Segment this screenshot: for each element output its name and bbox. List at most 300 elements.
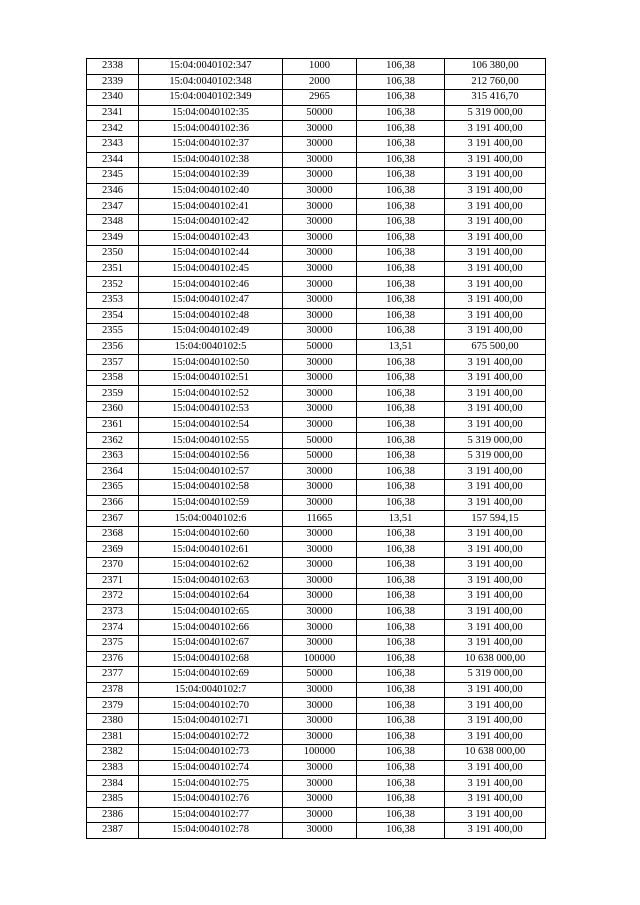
cadastral-number-cell: 15:04:0040102:53 — [139, 402, 283, 418]
row-number-cell: 2352 — [87, 277, 139, 293]
specific-value-cell: 106,38 — [357, 807, 445, 823]
specific-value-cell: 106,38 — [357, 604, 445, 620]
specific-value-cell: 106,38 — [357, 729, 445, 745]
specific-value-cell: 106,38 — [357, 261, 445, 277]
cadastral-number-cell: 15:04:0040102:67 — [139, 635, 283, 651]
area-cell: 30000 — [283, 776, 357, 792]
cadastral-value-cell: 212 760,00 — [445, 74, 546, 90]
area-cell: 30000 — [283, 620, 357, 636]
table-row — [87, 464, 546, 480]
area-cell: 30000 — [283, 417, 357, 433]
cadastral-number-cell: 15:04:0040102:54 — [139, 417, 283, 433]
cadastral-value-cell: 3 191 400,00 — [445, 417, 546, 433]
table-row — [87, 791, 546, 807]
row-number-cell: 2368 — [87, 526, 139, 542]
specific-value-cell: 106,38 — [357, 402, 445, 418]
table-row — [87, 807, 546, 823]
row-number-cell: 2342 — [87, 121, 139, 137]
area-cell: 2965 — [283, 90, 357, 106]
area-cell: 30000 — [283, 386, 357, 402]
table-row — [87, 495, 546, 511]
specific-value-cell: 106,38 — [357, 823, 445, 839]
cadastral-value-cell: 3 191 400,00 — [445, 402, 546, 418]
table-row — [87, 573, 546, 589]
table-row — [87, 433, 546, 449]
row-number-cell: 2347 — [87, 199, 139, 215]
specific-value-cell: 106,38 — [357, 90, 445, 106]
table-row — [87, 324, 546, 340]
cadastral-number-cell: 15:04:0040102:55 — [139, 433, 283, 449]
area-cell: 50000 — [283, 105, 357, 121]
area-cell: 50000 — [283, 339, 357, 355]
cadastral-value-cell: 3 191 400,00 — [445, 152, 546, 168]
row-number-cell: 2341 — [87, 105, 139, 121]
cadastral-value-cell: 3 191 400,00 — [445, 776, 546, 792]
specific-value-cell: 106,38 — [357, 433, 445, 449]
cadastral-number-cell: 15:04:0040102:348 — [139, 74, 283, 90]
cadastral-value-cell: 5 319 000,00 — [445, 433, 546, 449]
table-row — [87, 402, 546, 418]
row-number-cell: 2344 — [87, 152, 139, 168]
row-number-cell: 2351 — [87, 261, 139, 277]
specific-value-cell: 106,38 — [357, 791, 445, 807]
cadastral-number-cell: 15:04:0040102:73 — [139, 745, 283, 761]
table-row — [87, 417, 546, 433]
row-number-cell: 2371 — [87, 573, 139, 589]
area-cell: 30000 — [283, 183, 357, 199]
cadastral-value-cell: 3 191 400,00 — [445, 230, 546, 246]
row-number-cell: 2348 — [87, 214, 139, 230]
specific-value-cell: 13,51 — [357, 339, 445, 355]
cadastral-number-cell: 15:04:0040102:76 — [139, 791, 283, 807]
row-number-cell: 2383 — [87, 760, 139, 776]
specific-value-cell: 106,38 — [357, 620, 445, 636]
cadastral-value-table — [86, 58, 546, 839]
area-cell: 30000 — [283, 573, 357, 589]
cadastral-value-cell: 3 191 400,00 — [445, 324, 546, 340]
specific-value-cell: 13,51 — [357, 511, 445, 527]
table-row — [87, 59, 546, 75]
cadastral-value-cell: 3 191 400,00 — [445, 760, 546, 776]
cadastral-value-cell: 3 191 400,00 — [445, 604, 546, 620]
area-cell: 30000 — [283, 589, 357, 605]
row-number-cell: 2361 — [87, 417, 139, 433]
row-number-cell: 2379 — [87, 698, 139, 714]
cadastral-number-cell: 15:04:0040102:64 — [139, 589, 283, 605]
specific-value-cell: 106,38 — [357, 589, 445, 605]
cadastral-number-cell: 15:04:0040102:51 — [139, 370, 283, 386]
row-number-cell: 2381 — [87, 729, 139, 745]
cadastral-number-cell: 15:04:0040102:52 — [139, 386, 283, 402]
cadastral-value-cell: 3 191 400,00 — [445, 635, 546, 651]
cadastral-value-cell: 3 191 400,00 — [445, 682, 546, 698]
row-number-cell: 2375 — [87, 635, 139, 651]
table-row — [87, 292, 546, 308]
cadastral-number-cell: 15:04:0040102:59 — [139, 495, 283, 511]
area-cell: 30000 — [283, 698, 357, 714]
cadastral-number-cell: 15:04:0040102:56 — [139, 448, 283, 464]
specific-value-cell: 106,38 — [357, 199, 445, 215]
table-row — [87, 558, 546, 574]
area-cell: 30000 — [283, 199, 357, 215]
cadastral-value-cell: 3 191 400,00 — [445, 136, 546, 152]
table-row — [87, 667, 546, 683]
area-cell: 30000 — [283, 791, 357, 807]
area-cell: 30000 — [283, 402, 357, 418]
row-number-cell: 2340 — [87, 90, 139, 106]
row-number-cell: 2384 — [87, 776, 139, 792]
table-row — [87, 136, 546, 152]
row-number-cell: 2346 — [87, 183, 139, 199]
cadastral-number-cell: 15:04:0040102:69 — [139, 667, 283, 683]
area-cell: 50000 — [283, 667, 357, 683]
area-cell: 30000 — [283, 495, 357, 511]
cadastral-number-cell: 15:04:0040102:347 — [139, 59, 283, 75]
specific-value-cell: 106,38 — [357, 355, 445, 371]
cadastral-number-cell: 15:04:0040102:39 — [139, 168, 283, 184]
cadastral-number-cell: 15:04:0040102:49 — [139, 324, 283, 340]
row-number-cell: 2350 — [87, 246, 139, 262]
table-row — [87, 589, 546, 605]
row-number-cell: 2382 — [87, 745, 139, 761]
area-cell: 30000 — [283, 370, 357, 386]
area-cell: 30000 — [283, 136, 357, 152]
area-cell: 30000 — [283, 604, 357, 620]
area-cell: 50000 — [283, 448, 357, 464]
area-cell: 30000 — [283, 214, 357, 230]
cadastral-number-cell: 15:04:0040102:36 — [139, 121, 283, 137]
area-cell: 30000 — [283, 121, 357, 137]
cadastral-value-cell: 3 191 400,00 — [445, 495, 546, 511]
table-row — [87, 682, 546, 698]
table-row — [87, 511, 546, 527]
area-cell: 30000 — [283, 558, 357, 574]
cadastral-value-cell: 3 191 400,00 — [445, 791, 546, 807]
area-cell: 30000 — [283, 277, 357, 293]
cadastral-value-cell: 3 191 400,00 — [445, 355, 546, 371]
cadastral-value-cell: 3 191 400,00 — [445, 261, 546, 277]
area-cell: 30000 — [283, 292, 357, 308]
area-cell: 30000 — [283, 682, 357, 698]
row-number-cell: 2364 — [87, 464, 139, 480]
table-row — [87, 823, 546, 839]
cadastral-number-cell: 15:04:0040102:45 — [139, 261, 283, 277]
cadastral-value-cell: 3 191 400,00 — [445, 807, 546, 823]
cadastral-number-cell: 15:04:0040102:41 — [139, 199, 283, 215]
table-row — [87, 355, 546, 371]
table-row — [87, 230, 546, 246]
area-cell: 30000 — [283, 635, 357, 651]
row-number-cell: 2359 — [87, 386, 139, 402]
cadastral-value-cell: 3 191 400,00 — [445, 823, 546, 839]
row-number-cell: 2378 — [87, 682, 139, 698]
specific-value-cell: 106,38 — [357, 277, 445, 293]
cadastral-number-cell: 15:04:0040102:35 — [139, 105, 283, 121]
cadastral-value-cell: 3 191 400,00 — [445, 277, 546, 293]
cadastral-number-cell: 15:04:0040102:77 — [139, 807, 283, 823]
specific-value-cell: 106,38 — [357, 713, 445, 729]
specific-value-cell: 106,38 — [357, 230, 445, 246]
row-number-cell: 2363 — [87, 448, 139, 464]
cadastral-number-cell: 15:04:0040102:42 — [139, 214, 283, 230]
row-number-cell: 2354 — [87, 308, 139, 324]
row-number-cell: 2357 — [87, 355, 139, 371]
cadastral-value-cell: 3 191 400,00 — [445, 386, 546, 402]
cadastral-value-cell: 10 638 000,00 — [445, 651, 546, 667]
cadastral-value-cell: 3 191 400,00 — [445, 183, 546, 199]
table-row — [87, 448, 546, 464]
specific-value-cell: 106,38 — [357, 667, 445, 683]
cadastral-number-cell: 15:04:0040102:50 — [139, 355, 283, 371]
cadastral-value-cell: 3 191 400,00 — [445, 526, 546, 542]
specific-value-cell: 106,38 — [357, 542, 445, 558]
specific-value-cell: 106,38 — [357, 776, 445, 792]
row-number-cell: 2343 — [87, 136, 139, 152]
cadastral-number-cell: 15:04:0040102:66 — [139, 620, 283, 636]
cadastral-number-cell: 15:04:0040102:47 — [139, 292, 283, 308]
cadastral-number-cell: 15:04:0040102:74 — [139, 760, 283, 776]
cadastral-number-cell: 15:04:0040102:75 — [139, 776, 283, 792]
row-number-cell: 2355 — [87, 324, 139, 340]
row-number-cell: 2345 — [87, 168, 139, 184]
row-number-cell: 2362 — [87, 433, 139, 449]
row-number-cell: 2339 — [87, 74, 139, 90]
table-row — [87, 105, 546, 121]
cadastral-number-cell: 15:04:0040102:40 — [139, 183, 283, 199]
row-number-cell: 2360 — [87, 402, 139, 418]
cadastral-value-cell: 3 191 400,00 — [445, 620, 546, 636]
cadastral-number-cell: 15:04:0040102:46 — [139, 277, 283, 293]
table-row — [87, 121, 546, 137]
cadastral-number-cell: 15:04:0040102:48 — [139, 308, 283, 324]
area-cell: 30000 — [283, 807, 357, 823]
cadastral-number-cell: 15:04:0040102:65 — [139, 604, 283, 620]
cadastral-value-cell: 3 191 400,00 — [445, 542, 546, 558]
specific-value-cell: 106,38 — [357, 635, 445, 651]
specific-value-cell: 106,38 — [357, 105, 445, 121]
cadastral-number-cell: 15:04:0040102:37 — [139, 136, 283, 152]
cadastral-number-cell: 15:04:0040102:68 — [139, 651, 283, 667]
area-cell: 30000 — [283, 261, 357, 277]
specific-value-cell: 106,38 — [357, 121, 445, 137]
row-number-cell: 2338 — [87, 59, 139, 75]
row-number-cell: 2349 — [87, 230, 139, 246]
cadastral-value-cell: 3 191 400,00 — [445, 573, 546, 589]
table-row — [87, 246, 546, 262]
area-cell: 100000 — [283, 745, 357, 761]
table-row — [87, 90, 546, 106]
specific-value-cell: 106,38 — [357, 152, 445, 168]
cadastral-value-cell: 3 191 400,00 — [445, 713, 546, 729]
row-number-cell: 2385 — [87, 791, 139, 807]
specific-value-cell: 106,38 — [357, 370, 445, 386]
specific-value-cell: 106,38 — [357, 292, 445, 308]
table-row — [87, 542, 546, 558]
area-cell: 30000 — [283, 760, 357, 776]
row-number-cell: 2370 — [87, 558, 139, 574]
cadastral-number-cell: 15:04:0040102:62 — [139, 558, 283, 574]
cadastral-value-cell: 3 191 400,00 — [445, 246, 546, 262]
cadastral-value-cell: 3 191 400,00 — [445, 199, 546, 215]
specific-value-cell: 106,38 — [357, 698, 445, 714]
cadastral-value-cell: 3 191 400,00 — [445, 168, 546, 184]
area-cell: 30000 — [283, 355, 357, 371]
table-row — [87, 74, 546, 90]
cadastral-value-cell: 3 191 400,00 — [445, 370, 546, 386]
area-cell: 30000 — [283, 308, 357, 324]
table-row — [87, 370, 546, 386]
table-row — [87, 729, 546, 745]
table-row — [87, 713, 546, 729]
row-number-cell: 2366 — [87, 495, 139, 511]
cadastral-number-cell: 15:04:0040102:78 — [139, 823, 283, 839]
specific-value-cell: 106,38 — [357, 573, 445, 589]
table-row — [87, 698, 546, 714]
table-row — [87, 152, 546, 168]
table-row — [87, 635, 546, 651]
cadastral-value-cell: 3 191 400,00 — [445, 214, 546, 230]
cadastral-number-cell: 15:04:0040102:63 — [139, 573, 283, 589]
specific-value-cell: 106,38 — [357, 480, 445, 496]
table-row — [87, 480, 546, 496]
cadastral-value-cell: 5 319 000,00 — [445, 667, 546, 683]
table-row — [87, 168, 546, 184]
specific-value-cell: 106,38 — [357, 59, 445, 75]
specific-value-cell: 106,38 — [357, 417, 445, 433]
row-number-cell: 2374 — [87, 620, 139, 636]
cadastral-value-cell: 3 191 400,00 — [445, 558, 546, 574]
table-row — [87, 386, 546, 402]
specific-value-cell: 106,38 — [357, 448, 445, 464]
area-cell: 30000 — [283, 168, 357, 184]
cadastral-value-cell: 3 191 400,00 — [445, 729, 546, 745]
specific-value-cell: 106,38 — [357, 464, 445, 480]
cadastral-number-cell: 15:04:0040102:43 — [139, 230, 283, 246]
area-cell: 30000 — [283, 713, 357, 729]
cadastral-number-cell: 15:04:0040102:57 — [139, 464, 283, 480]
area-cell: 2000 — [283, 74, 357, 90]
table-row — [87, 745, 546, 761]
area-cell: 30000 — [283, 152, 357, 168]
row-number-cell: 2387 — [87, 823, 139, 839]
row-number-cell: 2376 — [87, 651, 139, 667]
table-row — [87, 199, 546, 215]
area-cell: 30000 — [283, 542, 357, 558]
row-number-cell: 2380 — [87, 713, 139, 729]
area-cell: 100000 — [283, 651, 357, 667]
specific-value-cell: 106,38 — [357, 214, 445, 230]
row-number-cell: 2372 — [87, 589, 139, 605]
cadastral-number-cell: 15:04:0040102:70 — [139, 698, 283, 714]
specific-value-cell: 106,38 — [357, 745, 445, 761]
cadastral-number-cell: 15:04:0040102:72 — [139, 729, 283, 745]
table-row — [87, 277, 546, 293]
specific-value-cell: 106,38 — [357, 168, 445, 184]
cadastral-number-cell: 15:04:0040102:38 — [139, 152, 283, 168]
cadastral-value-cell: 3 191 400,00 — [445, 308, 546, 324]
row-number-cell: 2377 — [87, 667, 139, 683]
cadastral-number-cell: 15:04:0040102:5 — [139, 339, 283, 355]
cadastral-value-cell: 3 191 400,00 — [445, 464, 546, 480]
row-number-cell: 2373 — [87, 604, 139, 620]
table-row — [87, 339, 546, 355]
cadastral-value-cell: 3 191 400,00 — [445, 480, 546, 496]
specific-value-cell: 106,38 — [357, 246, 445, 262]
area-cell: 1000 — [283, 59, 357, 75]
cadastral-number-cell: 15:04:0040102:71 — [139, 713, 283, 729]
table-row — [87, 526, 546, 542]
cadastral-number-cell: 15:04:0040102:58 — [139, 480, 283, 496]
specific-value-cell: 106,38 — [357, 651, 445, 667]
row-number-cell: 2356 — [87, 339, 139, 355]
cadastral-value-cell: 315 416,70 — [445, 90, 546, 106]
cadastral-number-cell: 15:04:0040102:7 — [139, 682, 283, 698]
cadastral-number-cell: 15:04:0040102:60 — [139, 526, 283, 542]
area-cell: 30000 — [283, 823, 357, 839]
table-row — [87, 183, 546, 199]
specific-value-cell: 106,38 — [357, 74, 445, 90]
area-cell: 30000 — [283, 464, 357, 480]
area-cell: 30000 — [283, 324, 357, 340]
cadastral-value-cell: 675 500,00 — [445, 339, 546, 355]
row-number-cell: 2365 — [87, 480, 139, 496]
table-row — [87, 214, 546, 230]
specific-value-cell: 106,38 — [357, 324, 445, 340]
cadastral-number-cell: 15:04:0040102:44 — [139, 246, 283, 262]
specific-value-cell: 106,38 — [357, 558, 445, 574]
specific-value-cell: 106,38 — [357, 495, 445, 511]
table-body — [87, 59, 546, 839]
cadastral-value-cell: 5 319 000,00 — [445, 105, 546, 121]
row-number-cell: 2358 — [87, 370, 139, 386]
specific-value-cell: 106,38 — [357, 386, 445, 402]
table-row — [87, 604, 546, 620]
cadastral-number-cell: 15:04:0040102:349 — [139, 90, 283, 106]
cadastral-value-cell: 10 638 000,00 — [445, 745, 546, 761]
table-row — [87, 776, 546, 792]
specific-value-cell: 106,38 — [357, 526, 445, 542]
specific-value-cell: 106,38 — [357, 682, 445, 698]
area-cell: 30000 — [283, 729, 357, 745]
cadastral-value-cell: 3 191 400,00 — [445, 589, 546, 605]
row-number-cell: 2386 — [87, 807, 139, 823]
area-cell: 11665 — [283, 511, 357, 527]
area-cell: 30000 — [283, 246, 357, 262]
table-row — [87, 760, 546, 776]
cadastral-value-cell: 106 380,00 — [445, 59, 546, 75]
cadastral-number-cell: 15:04:0040102:6 — [139, 511, 283, 527]
specific-value-cell: 106,38 — [357, 308, 445, 324]
row-number-cell: 2367 — [87, 511, 139, 527]
row-number-cell: 2369 — [87, 542, 139, 558]
row-number-cell: 2353 — [87, 292, 139, 308]
cadastral-value-cell: 3 191 400,00 — [445, 121, 546, 137]
area-cell: 30000 — [283, 230, 357, 246]
area-cell: 30000 — [283, 526, 357, 542]
area-cell: 30000 — [283, 480, 357, 496]
cadastral-number-cell: 15:04:0040102:61 — [139, 542, 283, 558]
table-row — [87, 651, 546, 667]
cadastral-value-cell: 5 319 000,00 — [445, 448, 546, 464]
cadastral-value-cell: 157 594,15 — [445, 511, 546, 527]
table-row — [87, 261, 546, 277]
specific-value-cell: 106,38 — [357, 136, 445, 152]
table-row — [87, 308, 546, 324]
area-cell: 50000 — [283, 433, 357, 449]
table-row — [87, 620, 546, 636]
specific-value-cell: 106,38 — [357, 183, 445, 199]
cadastral-value-cell: 3 191 400,00 — [445, 698, 546, 714]
